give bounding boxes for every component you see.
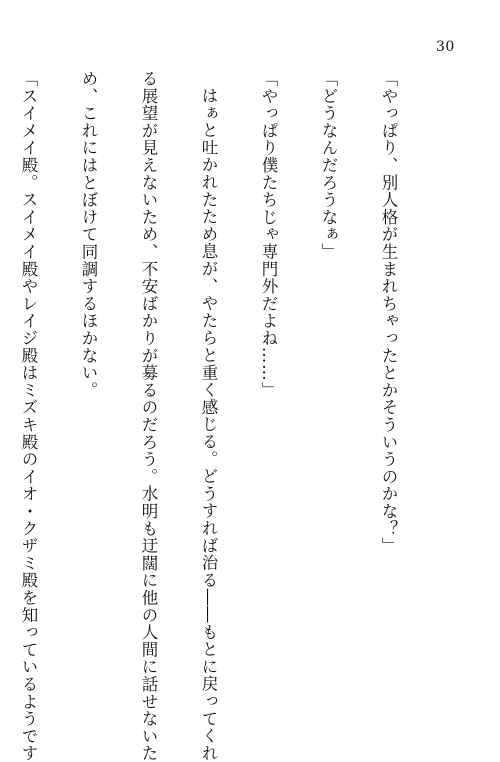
page-number: 30 [436,39,455,55]
text-line: 「どうなんだろうなぁ」 [319,70,338,261]
text-line: る展望が見えないため、不安ばかりが募るのだろう。水明も迂闊に他の人間に話せないた [139,70,158,762]
text-line: め、これにはとぼけて同調するほかない。 [79,70,98,399]
text-line: 「やっぱり僕たちじゃ専門外だよね……」 [259,70,278,399]
vertical-text-body [0,70,438,762]
text-line: 「やっぱり、別人格が生まれちゃったとかそういうのかな？」 [379,70,398,555]
text-line: 「スイメイ殿。スイメイ殿やレイジ殿はミズキ殿のイオ・クザミ殿を知っているようです [19,70,38,762]
text-line: はぁと吐かれたため息が、やたらと重く感じる。どうすれば治る――もとに戻ってくれ [199,86,218,762]
